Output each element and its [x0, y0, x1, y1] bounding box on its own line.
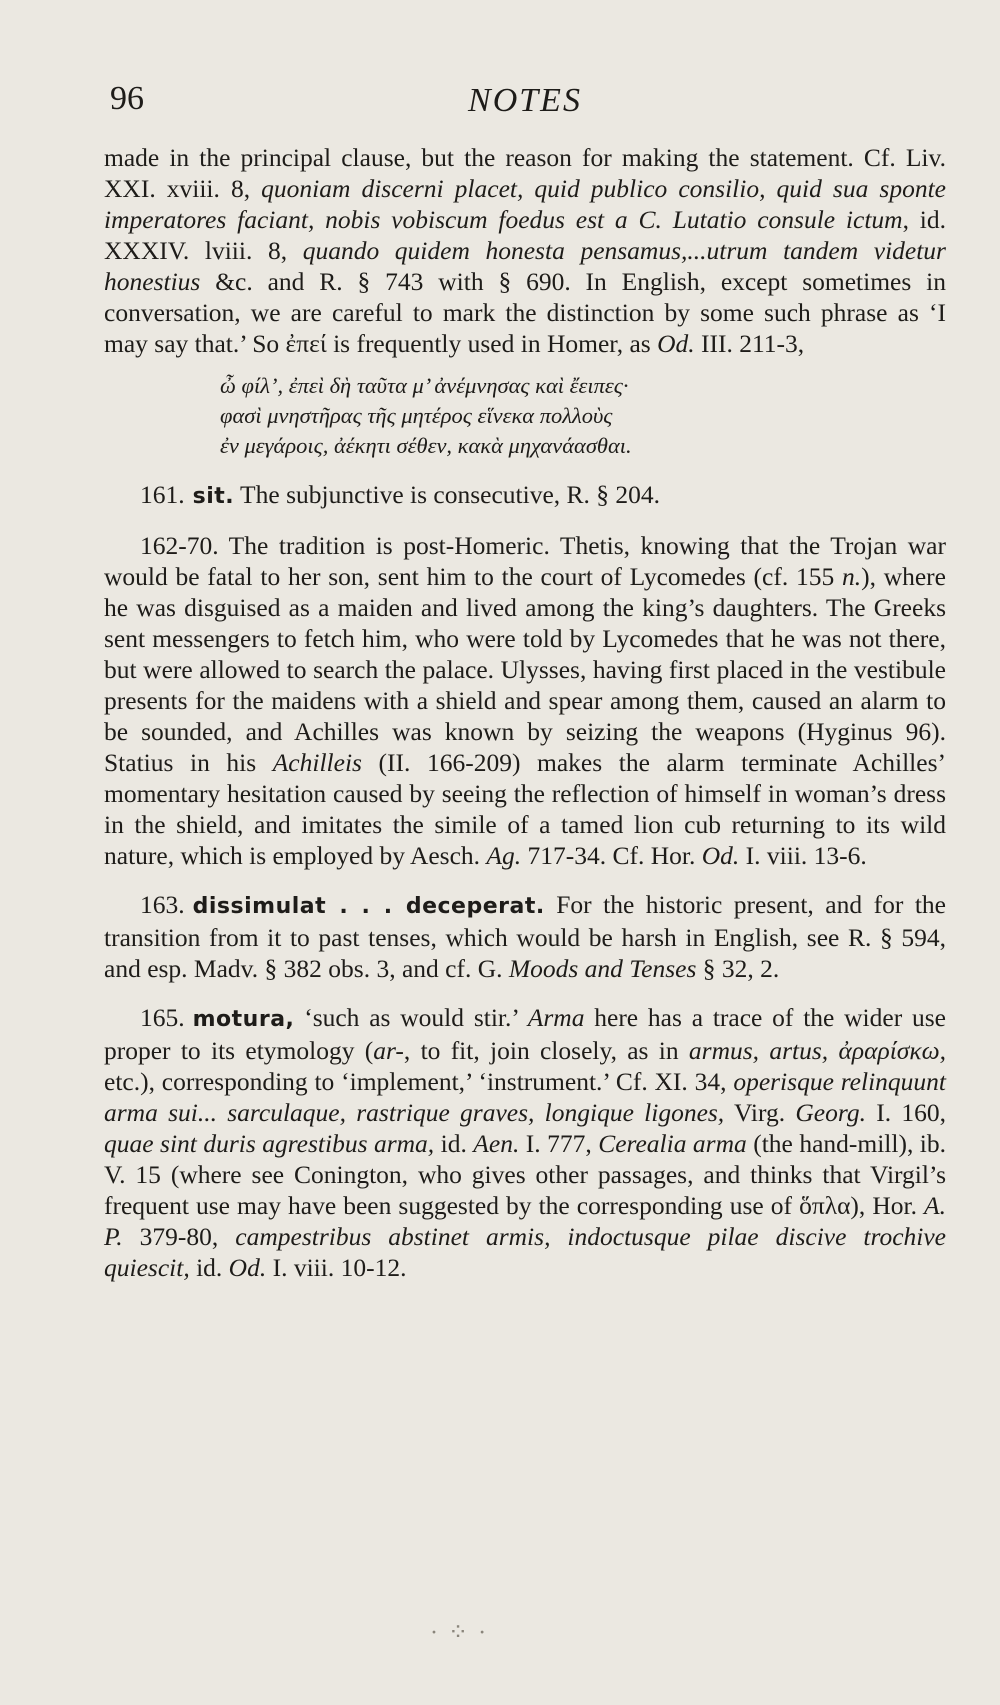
italic-quote: quoniam discerni placet, quid publico consilio, quid sua sponte imperatores faciant, nobis vobiscum foedus est a C. Lutatio consule ictum — [104, 174, 946, 234]
italic-quote: Arma — [527, 1003, 585, 1032]
italic-quote: ar- — [373, 1036, 404, 1065]
page-number: 96 — [110, 80, 144, 117]
text-run: id. — [189, 1253, 229, 1282]
greek-line: ἐν μεγάροις, ἀέκητι σέθεν, κακὰ μηχανάασθαι. — [220, 433, 632, 458]
italic-quote: quando quidem honesta pensamus,...utrum tandem videtur honestius — [104, 236, 946, 296]
text-run: etc.), corresponding to ‘implement,’ ‘instrument.’ Cf. XI. 34, — [104, 1067, 734, 1096]
text-run: here has a trace of the wider use proper to its etymology ( — [104, 1003, 946, 1065]
text-run: I. 777, — [519, 1129, 599, 1158]
italic-reference: Georg. — [795, 1098, 866, 1127]
text-run: ‘such as would stir.’ — [294, 1003, 528, 1032]
continued-note — [104, 142, 946, 359]
text-run: § 32, 2. — [696, 954, 780, 983]
text-run: ), where he was disguised as a maiden and lived among the king’s daughters. The Greeks sent messengers to fetch him, who were told by Lycomedes that he was not there, but were allowed to search the palace. Ulysses, having first placed in the vestibule presents for the maidens with a shield and spear among them, caused an alarm to be sounded, and Achilles was known by seizing the weapons (Hyginus 96). Statius in his — [104, 562, 946, 777]
notes-body — [104, 142, 946, 1283]
note-161 — [104, 479, 946, 512]
note-lemma: sit. — [192, 484, 235, 509]
note-165 — [104, 1002, 946, 1283]
note-number: 165. — [140, 1003, 185, 1032]
note-number: 163. — [140, 890, 185, 919]
text-run: I. viii. 10-12. — [266, 1253, 407, 1282]
italic-reference: Od. — [657, 329, 695, 358]
text-run: , id. XXXIV. lviii. 8, — [104, 205, 946, 265]
running-head: NOTES — [468, 82, 582, 119]
note-lemma: motura, — [192, 1007, 295, 1032]
italic-reference: Od. — [228, 1253, 267, 1282]
text-run: I. 160, — [865, 1098, 947, 1127]
italic-quote: armus, artus, ἀραρίσκω, — [688, 1036, 946, 1065]
text-run: The subjunctive is consecutive, R. § 204. — [234, 480, 661, 509]
italic-reference: Moods and Tenses — [508, 954, 697, 983]
text-run: Virg. — [724, 1098, 796, 1127]
text-run: III. 211-3, — [694, 329, 805, 358]
text-run: For the historic present, and for the transition from it to past tenses, which would be harsh in English, see R. § 594, and esp. Madv. § 382 obs. 3, and cf. G. — [104, 890, 946, 983]
text-run: &c. and R. § 743 with § 690. In English, except sometimes in conversation, we are careful to mark the distinction by some such phrase as ‘I may say that.’ So ἐπεί is frequently used in Homer, as — [104, 267, 946, 358]
note-number: 162-70. — [140, 531, 219, 560]
italic-reference: Aen. — [473, 1129, 520, 1158]
italic-quote: quae sint duris agrestibus arma, — [104, 1129, 435, 1158]
text-run: (the hand-mill), ib. V. 15 (where see Conington, who gives other passages, and thinks that Virgil’s frequent use may have been suggested by the corresponding use of ὅπλα), Hor. — [104, 1129, 947, 1220]
text-run: 379-80, — [122, 1222, 236, 1251]
text-run: (II. 166-209) makes the alarm terminate Achilles’ momentary hesitation caused by seeing the reflection of himself in woman’s dress in the shield, and imitates the simile of a tamed lion cub returning to its wild nature, which is employed by Aesch. — [104, 748, 946, 870]
ornament-mark: · ⁘ · — [430, 1620, 489, 1646]
note-lemma: dissimulat . . . deceperat. — [192, 894, 545, 919]
italic-reference: n. — [841, 562, 862, 591]
text-run: , to fit, join closely, as in — [403, 1036, 689, 1065]
page-header — [110, 80, 940, 130]
greek-quotation — [220, 371, 946, 461]
text-run: id. — [434, 1129, 474, 1158]
note-163 — [104, 889, 946, 984]
note-number: 161. — [140, 480, 185, 509]
italic-quote: campestribus abstinet armis, indoctusque pilae discive trochive quiescit, — [104, 1222, 946, 1282]
text-run: The tradition is post-Homeric. Thetis, knowing that the Trojan war would be fatal to her son, sent him to the court of Lycomedes (cf. 155 — [104, 531, 946, 591]
note-162-70 — [104, 530, 946, 871]
italic-reference: A. P. — [104, 1191, 946, 1251]
italic-reference: Od. — [701, 841, 740, 870]
text-run: made in the principal clause, but the reason for making the statement. Cf. Liv. XXI. xviii. 8, — [104, 143, 946, 203]
greek-line: φασὶ μνηστῆρας τῆς μητέρος εἵνεκα πολλοὺς — [220, 403, 613, 428]
italic-quote: Cerealia arma — [598, 1129, 747, 1158]
italic-reference: Ag. — [486, 841, 522, 870]
greek-line: ὦ φίλ’, ἐπεὶ δὴ ταῦτα μ’ ἀνέμνησας καὶ ἔειπες· — [220, 373, 629, 398]
text-run: I. viii. 13-6. — [739, 841, 867, 870]
text-run: 717-34. Cf. Hor. — [521, 841, 702, 870]
italic-reference: Achilleis — [272, 748, 362, 777]
italic-quote: operisque relinquunt arma sui... sarculaque, rastrique graves, longique ligones, — [104, 1067, 946, 1127]
